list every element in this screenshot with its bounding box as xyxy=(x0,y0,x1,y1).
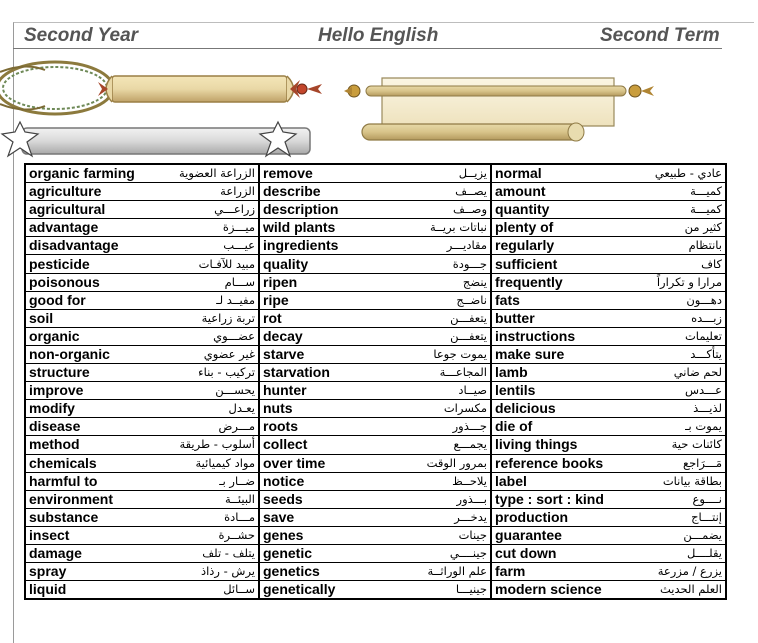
arabic-meaning: يحســـن xyxy=(163,382,259,400)
arabic-meaning: دهـــون xyxy=(623,291,726,309)
english-word: soil xyxy=(25,309,163,327)
arabic-meaning: زراعـــي xyxy=(163,201,259,219)
english-word: label xyxy=(491,472,623,490)
arabic-meaning: عادي - طبيعي xyxy=(623,164,726,183)
arabic-meaning: يتأكـــد xyxy=(623,345,726,363)
table-row xyxy=(25,291,726,309)
arabic-meaning: مَـــرَاجع xyxy=(623,454,726,472)
arabic-meaning: جـــذور xyxy=(381,418,491,436)
english-word: frequently xyxy=(491,273,623,291)
title-box-graphic xyxy=(0,120,316,164)
arabic-meaning: جينــــي xyxy=(381,544,491,562)
english-word: rot xyxy=(259,309,381,327)
english-word: good for xyxy=(25,291,163,309)
english-word: farm xyxy=(491,563,623,581)
header-level: Second Year xyxy=(24,25,139,46)
arabic-meaning: لحم ضاني xyxy=(623,364,726,382)
arabic-meaning: يتلف - تلف xyxy=(163,544,259,562)
arabic-meaning: يلاحــظ xyxy=(381,472,491,490)
arabic-meaning: عضـــوي xyxy=(163,327,259,345)
english-word: cut down xyxy=(491,544,623,562)
arabic-meaning: نــــوع xyxy=(623,490,726,508)
english-word: fats xyxy=(491,291,623,309)
table-row xyxy=(25,581,726,600)
arabic-meaning: زبـــده xyxy=(623,309,726,327)
table-row xyxy=(25,436,726,454)
english-word: instructions xyxy=(491,327,623,345)
arabic-meaning: كميـــة xyxy=(623,183,726,201)
table-row xyxy=(25,183,726,201)
english-word: seeds xyxy=(259,490,381,508)
arabic-meaning: بطاقة بيانات xyxy=(623,472,726,490)
english-word: starvation xyxy=(259,364,381,382)
english-word: make sure xyxy=(491,345,623,363)
table-row xyxy=(25,526,726,544)
english-word: butter xyxy=(491,309,623,327)
table-row xyxy=(25,382,726,400)
arabic-meaning: يموت جوعا xyxy=(381,345,491,363)
table-row xyxy=(25,201,726,219)
english-word: genes xyxy=(259,526,381,544)
english-word: agricultural xyxy=(25,201,163,219)
arabic-meaning: العلم الحديث xyxy=(623,581,726,600)
english-word: normal xyxy=(491,164,623,183)
english-word: describe xyxy=(259,183,381,201)
english-word: quality xyxy=(259,255,381,273)
table-row xyxy=(25,327,726,345)
english-word: advantage xyxy=(25,219,163,237)
english-word: regularly xyxy=(491,237,623,255)
arabic-meaning: بـــذور xyxy=(381,490,491,508)
arabic-meaning: مواد كيميائية xyxy=(163,454,259,472)
english-word: guarantee xyxy=(491,526,623,544)
arabic-meaning: مـــادة xyxy=(163,508,259,526)
table-row xyxy=(25,255,726,273)
english-word: substance xyxy=(25,508,163,526)
english-word: decay xyxy=(259,327,381,345)
english-word: ingredients xyxy=(259,237,381,255)
english-word: pesticide xyxy=(25,255,163,273)
english-word: chemicals xyxy=(25,454,163,472)
table-row xyxy=(25,544,726,562)
english-word: method xyxy=(25,436,163,454)
table-row xyxy=(25,508,726,526)
arabic-meaning: يزرع / مزرعة xyxy=(623,563,726,581)
header-rule xyxy=(13,48,722,49)
english-word: ripen xyxy=(259,273,381,291)
english-word: disadvantage xyxy=(25,237,163,255)
english-word: roots xyxy=(259,418,381,436)
table-row xyxy=(25,309,726,327)
table-row xyxy=(25,273,726,291)
english-word: genetically xyxy=(259,581,381,600)
english-word: environment xyxy=(25,490,163,508)
english-word: over time xyxy=(259,454,381,472)
arabic-meaning: جينات xyxy=(381,526,491,544)
table-row xyxy=(25,364,726,382)
arabic-meaning: تركيب - بناء xyxy=(163,364,259,382)
english-word: harmful to xyxy=(25,472,163,490)
arabic-meaning: ســـام xyxy=(163,273,259,291)
arabic-meaning: إنتـــاج xyxy=(623,508,726,526)
header-term: Second Term xyxy=(600,25,720,46)
arabic-meaning: ينضج xyxy=(381,273,491,291)
english-word: delicious xyxy=(491,400,623,418)
english-word: amount xyxy=(491,183,623,201)
english-word: quantity xyxy=(491,201,623,219)
english-word: save xyxy=(259,508,381,526)
english-word: spray xyxy=(25,563,163,581)
english-word: organic farming xyxy=(25,164,163,183)
arabic-meaning: كثير من xyxy=(623,219,726,237)
arabic-meaning: لذيـــذ xyxy=(623,400,726,418)
english-word: lentils xyxy=(491,382,623,400)
arabic-meaning: يقلــــل xyxy=(623,544,726,562)
english-word: ripe xyxy=(259,291,381,309)
english-word: agriculture xyxy=(25,183,163,201)
arabic-meaning: جينيـــا xyxy=(381,581,491,600)
scroll-graphic xyxy=(342,72,660,150)
arabic-meaning: نباتات بريــة xyxy=(381,219,491,237)
english-word: living things xyxy=(491,436,623,454)
arabic-meaning: مبيد للآفـات xyxy=(163,255,259,273)
english-word: damage xyxy=(25,544,163,562)
english-word: plenty of xyxy=(491,219,623,237)
arabic-meaning: يدخـــر xyxy=(381,508,491,526)
arabic-meaning: كاف xyxy=(623,255,726,273)
vocabulary-table xyxy=(24,163,727,600)
arabic-meaning: كميـــة xyxy=(623,201,726,219)
arabic-meaning: غير عضوي xyxy=(163,345,259,363)
english-word: genetics xyxy=(259,563,381,581)
english-word: wild plants xyxy=(259,219,381,237)
arabic-meaning: ضــار بـ xyxy=(163,472,259,490)
arabic-meaning: مـــرض xyxy=(163,418,259,436)
arabic-meaning: عـــدس xyxy=(623,382,726,400)
english-word: remove xyxy=(259,164,381,183)
english-word: disease xyxy=(25,418,163,436)
english-word: genetic xyxy=(259,544,381,562)
english-word: insect xyxy=(25,526,163,544)
english-word: poisonous xyxy=(25,273,163,291)
arabic-meaning: ســائل xyxy=(163,581,259,600)
arabic-meaning: مكسرات xyxy=(381,400,491,418)
arabic-meaning: يتعفـــن xyxy=(381,309,491,327)
arabic-meaning: يرش - رذاذ xyxy=(163,563,259,581)
arabic-meaning: كائنات حية xyxy=(623,436,726,454)
english-word: collect xyxy=(259,436,381,454)
arabic-meaning: صيــاد xyxy=(381,382,491,400)
arabic-meaning: يزيــل xyxy=(381,164,491,183)
arabic-meaning: تربة زراعية xyxy=(163,309,259,327)
english-word: lamb xyxy=(491,364,623,382)
arabic-meaning: يصــف xyxy=(381,183,491,201)
arabic-meaning: البيئــة xyxy=(163,490,259,508)
arabic-meaning: بانتظام xyxy=(623,237,726,255)
english-word: improve xyxy=(25,382,163,400)
english-word: organic xyxy=(25,327,163,345)
arabic-meaning: المجاعـــة xyxy=(381,364,491,382)
arabic-meaning: الزراعة العضوية xyxy=(163,164,259,183)
table-row xyxy=(25,237,726,255)
arabic-meaning: ناضــج xyxy=(381,291,491,309)
arabic-meaning: يجمـــع xyxy=(381,436,491,454)
arabic-meaning: وصــف xyxy=(381,201,491,219)
table-row xyxy=(25,490,726,508)
english-word: modify xyxy=(25,400,163,418)
arabic-meaning: بمرور الوقت xyxy=(381,454,491,472)
table-row xyxy=(25,219,726,237)
english-word: structure xyxy=(25,364,163,382)
arabic-meaning: حشــرة xyxy=(163,526,259,544)
table-row xyxy=(25,400,726,418)
english-word: starve xyxy=(259,345,381,363)
arabic-meaning: مفيــد لـ xyxy=(163,291,259,309)
table-row xyxy=(25,345,726,363)
arabic-meaning: تعليمات xyxy=(623,327,726,345)
english-word: die of xyxy=(491,418,623,436)
english-word: non-organic xyxy=(25,345,163,363)
arabic-meaning: يتعفـــن xyxy=(381,327,491,345)
english-word: notice xyxy=(259,472,381,490)
arabic-meaning: الزراعة xyxy=(163,183,259,201)
table-row xyxy=(25,164,726,183)
arabic-meaning: جـــودة xyxy=(381,255,491,273)
ornamental-banner-graphic xyxy=(0,58,330,120)
english-word: liquid xyxy=(25,581,163,600)
arabic-meaning: ميـــزة xyxy=(163,219,259,237)
header-book-title: Hello English xyxy=(318,25,439,46)
english-word: modern science xyxy=(491,581,623,600)
arabic-meaning: أسلوب - طريقة xyxy=(163,436,259,454)
english-word: description xyxy=(259,201,381,219)
english-word: type : sort : kind xyxy=(491,490,623,508)
table-row xyxy=(25,563,726,581)
arabic-meaning: عيـــب xyxy=(163,237,259,255)
english-word: reference books xyxy=(491,454,623,472)
arabic-meaning: يموت بـ xyxy=(623,418,726,436)
arabic-meaning: مرارا و تكراراً xyxy=(623,273,726,291)
arabic-meaning: علم الوراثــة xyxy=(381,563,491,581)
english-word: production xyxy=(491,508,623,526)
table-row xyxy=(25,418,726,436)
arabic-meaning: يضمـــن xyxy=(623,526,726,544)
english-word: nuts xyxy=(259,400,381,418)
table-row xyxy=(25,454,726,472)
english-word: sufficient xyxy=(491,255,623,273)
table-row xyxy=(25,472,726,490)
arabic-meaning: مقاديـــر xyxy=(381,237,491,255)
english-word: hunter xyxy=(259,382,381,400)
arabic-meaning: يعـدل xyxy=(163,400,259,418)
